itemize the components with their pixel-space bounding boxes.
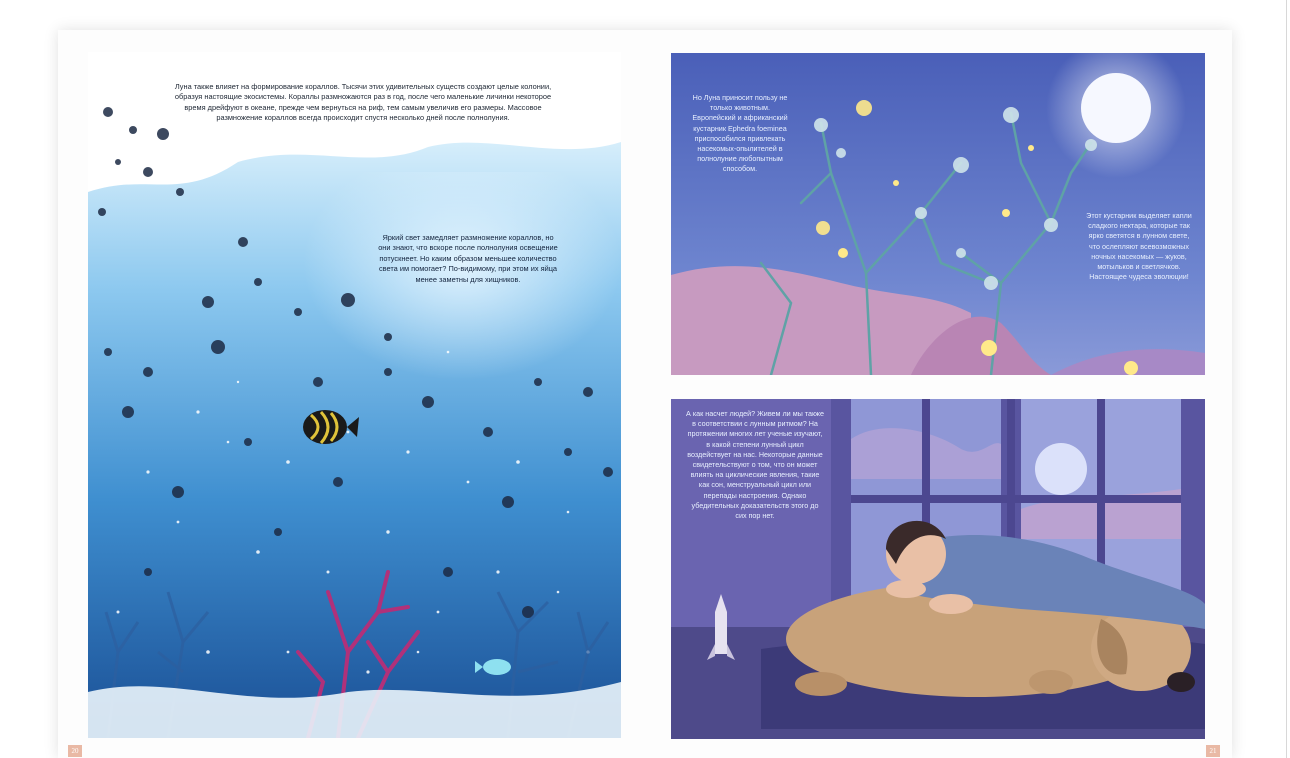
coral-intro-text: Луна также влияет на формирование кораллов. Тысячи этих удивительных существ создают целые колонии, образуя настоящие экосистемы. Кораллы размножаются раз в год, после чего маленькие личинки некоторое время дрейфуют в океане, прежде чем вернуться на риф, тем самым увеличив его размеры. Массовое размножение кораллов всегда происходит спустя несколько дней после полнолуния. [174, 82, 552, 123]
coral-light-text: Яркий свет замедляет размножение кораллов, но они знают, что вскоре после полнолуния освещение потускнеет. Но каким образом меньшее количество света им помогает? По-видимому, при этом их яйца менее заметны для хищников. [378, 233, 558, 284]
ephedra-moonlight-illustration [671, 53, 1205, 375]
coral-reef-illustration [88, 52, 621, 738]
human-moon-text: А как насчет людей? Живем ли мы также в соответствии с лунным ритмом? На протяжении многих лет ученые изучают, в какой степени лунный цикл воздействует на нас. Некоторые данные свидетельствуют о том, что он может влиять на циклические явления, такие как сон, менструальный цикл или перепады настроения. Однако убедительных доказательств этого до сих пор нет. [686, 409, 824, 521]
moon-icon [1081, 73, 1151, 143]
coral-reef-artwork [88, 52, 621, 738]
ephedra-intro-text: Но Луна приносит пользу не только животным. Европейский и африканский кустарник Ephedra foeminea приспособился привлекать насекомых-опылителей в полнолуние любопытным способом. [692, 93, 788, 174]
moon-in-window-icon [1035, 443, 1087, 495]
ephedra-nectar-text: Этот кустарник выделяет капли сладкого нектара, которые так ярко светятся в лунном свете, что ослепляют всевозможных ночных насекомых — жуков, мотыльков и светлячков. Настоящее чудеса эволюции! [1086, 211, 1192, 282]
page-number-left: 20 [68, 745, 82, 757]
sleeping-boy-illustration [671, 399, 1205, 739]
page-number-right: 21 [1206, 745, 1220, 757]
viewer-edge-divider [1286, 0, 1287, 758]
